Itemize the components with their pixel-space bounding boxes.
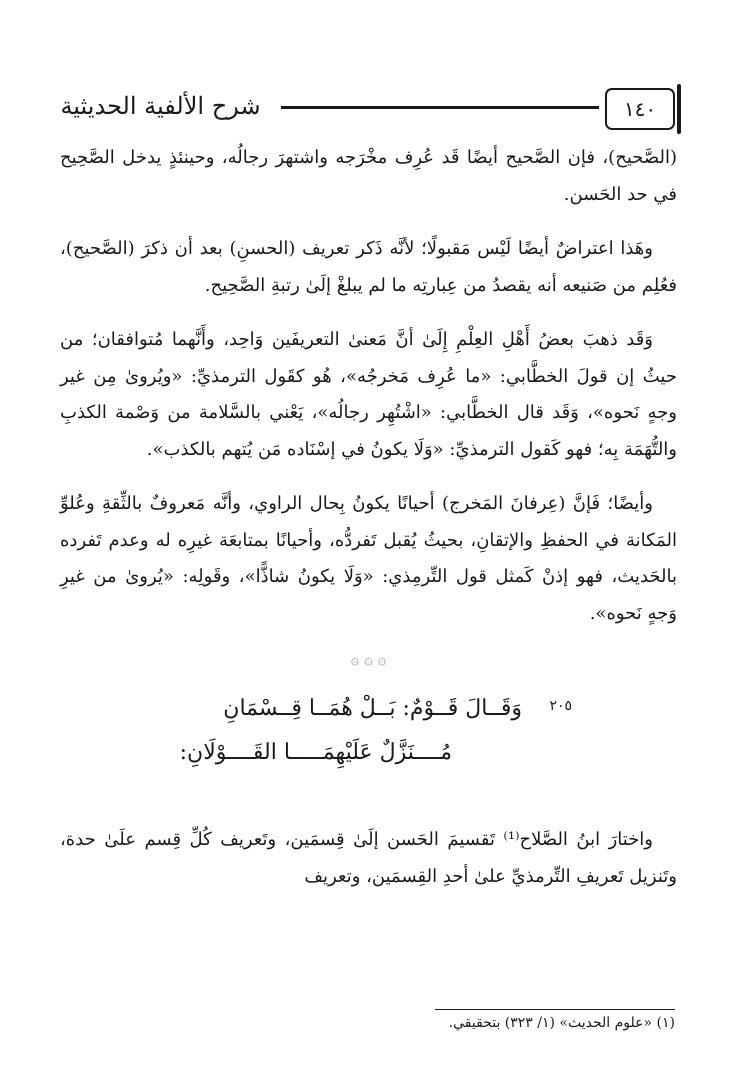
paragraph-1: (الصَّحيح)، فإن الصَّحيح أيضًا قَد عُرِف مخْرَجه واشتهرَ رجالُه، وحينئذٍ يدخل الصَّحِيح في حد الحَسن. xyxy=(60,147,677,205)
verse-block xyxy=(60,696,677,776)
page-body xyxy=(60,140,677,913)
paragraph-4: وأيضًا؛ فَإنَّ (عِرفانَ المَخرج) أحيانًا يكونُ بِحال الراوي، وأنَّه مَعروفٌ بالثِّقةِ وعُلوِّ المَكانة في الحفظِ والإتقانِ، بحيثُ يُقبل تَفردُّه، وأحيانًا بمتابعَة غيرِه له وعدم تَفرده بالحَديث، فهو إذنْ كَمثل قول التِّرمِذي: «وَلَا يكونُ شاذًّا»، وقَولِه: «يُروىٰ من غيرِ وَجهٍ نَحوه». xyxy=(60,493,677,624)
footnote: (١) «علوم الحديث» (١/ ٣٢٣) بتحقيقي. xyxy=(448,1015,675,1031)
section-separator-ornament: ۞ ۞ ۞ xyxy=(350,650,387,668)
paragraph-5: واختارَ ابنُ الصَّلاح⁽¹⁾ تَقسيمَ الحَسن إلَىٰ قِسمَين، وتَعريف كُلِّ قِسم علَىٰ حدة، وتَنزيل تَعريفِ التِّرمذيِّ علىٰ أحدِ القِسمَين، وتعريف xyxy=(60,829,677,887)
paragraph-2: وهَذا اعتراضٌ أيضًا لَيْس مَقبولًا؛ لأنَّه ذَكر تعريف (الحسنِ) بعد أن ذكرَ (الصَّحيح)، فعُلِم من صَنيعه أنه يقصدُ من عِبارتِه ما لم يبلغْ إلَىٰ رتبةِ الصَّحِيح. xyxy=(60,238,677,296)
page-number: ١٤٠ xyxy=(605,88,675,130)
header-rule xyxy=(281,106,599,109)
page-header xyxy=(48,84,674,134)
verse-number: ٢٠٥ xyxy=(549,698,572,714)
running-title: شرح الألفية الحديثية xyxy=(60,92,261,120)
verse-second-hemistich: مُــــنَزَّلٌ عَلَيْهِمَـــــا القَــــوْلَانِ: xyxy=(179,740,452,765)
verse-first-hemistich: وَقَــالَ قَــوْمٌ: بَــلْ هُمَــا قِــسْمَانِ xyxy=(223,696,522,721)
footnote-rule xyxy=(435,1009,675,1010)
paragraph-3: وَقَد ذهبَ بعضُ أَهْلِ العِلْمِ إِلَىٰ أنَّ مَعنىٰ التعريفَين وَاحِد، وأَنَّهما مُتوافقان؛ من حيثُ إن قولَ الخطَّابي: «ما عُرِف مَخرجُه»، هُو كقَول الترمذيِّ: «ويُروىٰ مِن غير وجهٍ نَحوه»، وَقَد قال الخطَّابي: «اشْتُهِر رجالُه»، يَعْني بالسَّلامة من وَصْمة الكذبِ والتُّهَمَة بِه؛ فهو كَقول الترمذيِّ: «وَلَا يكونُ في إسْنَاده مَن يُتهم بالكذب». xyxy=(60,329,677,460)
